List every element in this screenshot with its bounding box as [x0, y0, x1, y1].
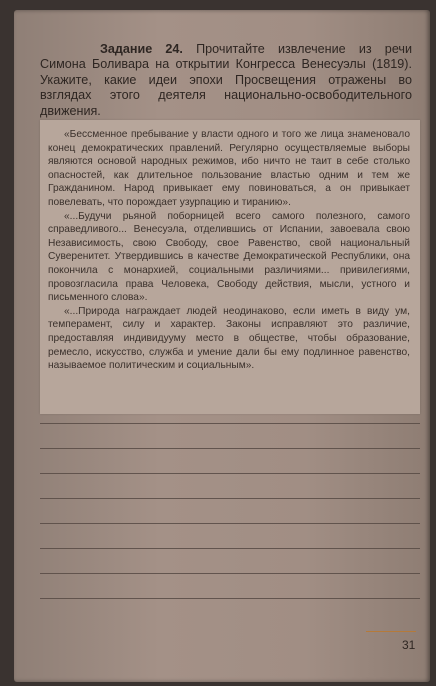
answer-line	[40, 523, 420, 524]
answer-lines	[40, 423, 420, 623]
task-label: Задание 24.	[100, 42, 183, 56]
answer-line	[40, 548, 420, 549]
answer-line	[40, 598, 420, 599]
quote-paragraph-1: «Бессменное пребывание у власти одного и того же лица знаменовало конец демократических правлений. Регулярно осуществляемые выборы являются основой народных режимов, ибо ничто не таит в себе столько опасностей, как длительное пользование властью одним и тем же Гражданином. Народ привыкает ему повиноваться, а он привыкает повелевать, что порождает узурпацию и тиранию».	[48, 129, 410, 208]
answer-line	[40, 573, 420, 574]
page-number: 31	[402, 638, 416, 652]
answer-line	[40, 473, 420, 474]
quote-text	[48, 128, 410, 373]
quote-paragraph-2: «...Будучи рьяной поборницей всего самого полезного, самого справедливого... Венесуэла, отделившись от Испании, завоевала свою Независимость, свою Свободу, свое Равенство, свой национальный Суверенитет. Утвердившись в качестве Демократической Республики, она покончила с монархией, социальными различиями... привилегиями, провозгласила права Человека, Свободу действия, мысли, устного и письменного слова».	[48, 210, 410, 304]
task-heading	[40, 42, 412, 119]
task-text: Прочитайте извлечение из речи Симона Боливара на открытии Конгресса Венесуэлы (1819). Укажите, какие идеи эпохи Просвещения отражены во взглядах этого деятеля национально-освободительного движения.	[40, 42, 412, 118]
answer-line	[40, 448, 420, 449]
answer-line	[40, 498, 420, 499]
page-number-rule	[366, 631, 416, 632]
textbook-page	[14, 10, 430, 682]
quote-paragraph-3: «...Природа награждает людей неодинаково, если иметь в виду ум, темперамент, силу и характер. Законы исправляют это различие, предоставляя индивидууму место в обществе, чтобы образование, ремесло, искусство, служба и умение дали бы ему подлинное равенство, называемое политическим и социальным».	[48, 305, 410, 372]
quote-box	[40, 120, 420, 414]
answer-line	[40, 423, 420, 424]
